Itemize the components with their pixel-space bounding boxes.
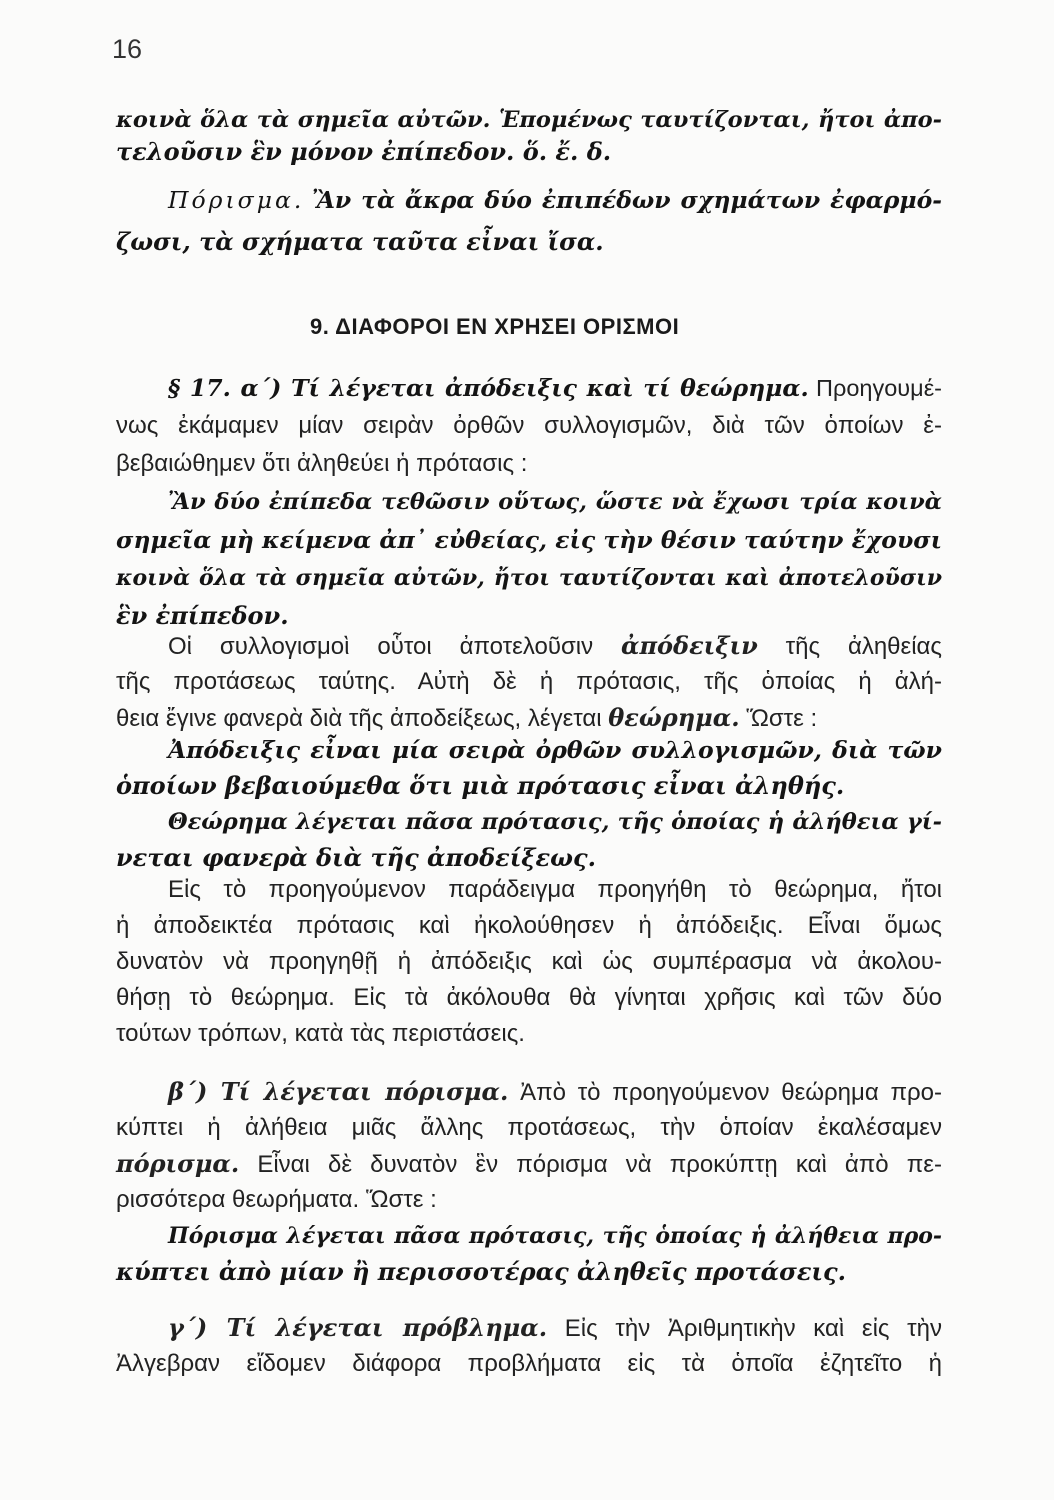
- term-apodeixis: ἀπόδειξιν: [621, 631, 758, 660]
- section-heading: 9. ΔΙΑΦΟΡΟΙ ΕΝ ΧΡΗΣΕΙ ΟΡΙΣΜΟΙ: [310, 314, 680, 339]
- text-fragment: τούτων τρόπων, κατὰ τὰς περιστάσεις.: [116, 1020, 525, 1047]
- theorem-line: [116, 602, 942, 630]
- text-fragment: ἓν ἐπίπεδον.: [116, 601, 289, 630]
- definition-line: [116, 772, 942, 800]
- definition-line: [116, 1258, 942, 1286]
- porisma-label: Πόρισμα.: [168, 186, 305, 214]
- text-line: Εἰς τὸ προηγούμενον παράδειγμα προηγήθη τὸ θεώρημα, ἤτοι: [168, 876, 942, 903]
- text-line: [116, 1150, 942, 1179]
- theorem-line: Ἂν δύο ἐπίπεδα τεθῶσιν οὕτως, ὥστε νὰ ἔχωσι τρία κοινὰ: [168, 489, 942, 515]
- text-line: ἡ ἀποδεικτέα πρότασις καὶ ἠκολούθησεν ἡ ἀπόδειξις. Εἶναι ὅμως: [116, 912, 942, 939]
- text-line: [116, 1020, 942, 1048]
- text-fragment: Ἀπὸ τὸ προηγούμενον θεώρημα προ-: [520, 1079, 942, 1106]
- page-number: 16: [112, 34, 143, 64]
- text-fragment: νεται φανερὰ διὰ τῆς ἀποδείξεως.: [116, 843, 596, 872]
- text-fragment: Οἱ συλλογισμοὶ οὗτοι ἀποτελοῦσιν: [168, 633, 594, 660]
- porisma-text: Ἂν τὰ ἄκρα δύο ἐπιπέδων σχημάτων ἐφαρμό-: [311, 186, 942, 214]
- text-line: [116, 704, 942, 733]
- gamma-title: γ΄) Τί λέγεται πρόβλημα.: [168, 1313, 548, 1342]
- gamma-line: [168, 1314, 942, 1343]
- text-fragment: κύπτει ἀπὸ μίαν ἢ περισσοτέρας ἀληθεῖς προτάσεις.: [116, 1257, 846, 1286]
- text-fragment: Εἰς τὴν Ἀριθμητικὴν καὶ εἰς τὴν: [564, 1315, 943, 1342]
- definition-line: Ἀπόδειξις εἶναι μία σειρὰ ὀρθῶν συλλογισμῶν, διὰ τῶν: [168, 736, 942, 764]
- definition-line: Πόρισμα λέγεται πᾶσα πρότασις, τῆς ὁποίας ἡ ἀλήθεια προ-: [168, 1223, 942, 1249]
- text-line: [116, 138, 942, 166]
- text-line: [116, 1186, 942, 1214]
- text-line: κοινὰ ὅλα τὰ σημεῖα αὐτῶν. Ἑπομένως ταυτίζονται, ἤτοι ἀπο-: [116, 107, 942, 133]
- text-fragment: Εἶναι δὲ δυνατὸν ἓν πόρισμα νὰ προκύπτῃ καὶ ἀπὸ πε-: [257, 1151, 942, 1178]
- text-line: νως ἐκάμαμεν μίαν σειρὰν ὀρθῶν συλλογισμῶν, διὰ τῶν ὁποίων ἐ-: [116, 412, 942, 439]
- text-fragment: Προηγουμέ-: [816, 375, 942, 401]
- text-line: τῆς προτάσεως ταύτης. Αὐτὴ δὲ ἡ πρότασις, τῆς ὁποίας ἡ ἀλή-: [116, 668, 942, 695]
- beta-line: [168, 1078, 942, 1107]
- term-theorema: θεώρημα.: [608, 703, 740, 732]
- text-line: θήσῃ τὸ θεώρημα. Εἰς τὰ ἀκόλουθα θὰ γίνηται χρῆσις καὶ τῶν δύο: [116, 984, 942, 1011]
- text-fragment: Ὥστε :: [746, 705, 818, 732]
- paragraph-17-line: [168, 374, 942, 403]
- beta-title: β΄) Τί λέγεται πόρισμα.: [168, 1077, 509, 1106]
- paragraph-17-title: § 17. α΄) Τί λέγεται ἀπόδειξις καὶ τί θεώρημα.: [168, 374, 809, 402]
- text-line: δυνατὸν νὰ προηγηθῇ ἡ ἀπόδειξις καὶ ὡς συμπέρασμα νὰ ἀκολου-: [116, 948, 942, 975]
- text-fragment: τῆς ἀληθείας: [785, 633, 942, 660]
- porisma-line: [168, 186, 942, 215]
- definition-line: [116, 844, 942, 872]
- text-line: [116, 228, 942, 256]
- text-line: Ἀλγεβραν εἴδομεν διάφορα προβλήματα εἰς τὰ ὁποῖα ἐζητεῖτο ἡ: [116, 1350, 942, 1377]
- theorem-line: σημεῖα μὴ κείμενα ἀπ᾽ εὐθείας, εἰς τὴν θέσιν ταύτην ἔχουσι: [116, 526, 942, 554]
- theorem-line: κοινὰ ὅλα τὰ σημεῖα αὐτῶν, ἤτοι ταυτίζονται καὶ ἀποτελοῦσιν: [116, 565, 942, 591]
- text-line: [168, 632, 942, 661]
- text-fragment: ρισσότερα θεωρήματα. Ὥστε :: [116, 1186, 437, 1213]
- text-fragment: τελοῦσιν ἓν μόνον ἐπίπεδον. ὅ. ἔ. δ.: [116, 137, 612, 166]
- text-fragment: ὁποίων βεβαιούμεθα ὅτι μιὰ πρότασις εἶναι ἀληθής.: [116, 771, 845, 800]
- definition-line: Θεώρημα λέγεται πᾶσα πρότασις, τῆς ὁποίας ἡ ἀλήθεια γί-: [168, 809, 942, 835]
- text-line: κύπτει ἡ ἀλήθεια μιᾶς ἄλλης προτάσεως, τὴν ὁποίαν ἐκαλέσαμεν: [116, 1114, 942, 1141]
- text-line: [116, 450, 942, 478]
- text-fragment: βεβαιώθημεν ὅτι ἀληθεύει ἡ πρότασις :: [116, 450, 528, 477]
- term-porisma: πόρισμα.: [116, 1149, 240, 1178]
- text-fragment: ζωσι, τὰ σχήματα ταῦτα εἶναι ἴσα.: [116, 227, 604, 256]
- text-fragment: θεια ἔγινε φανερὰ διὰ τῆς ἀποδείξεως, λέγεται: [116, 705, 602, 732]
